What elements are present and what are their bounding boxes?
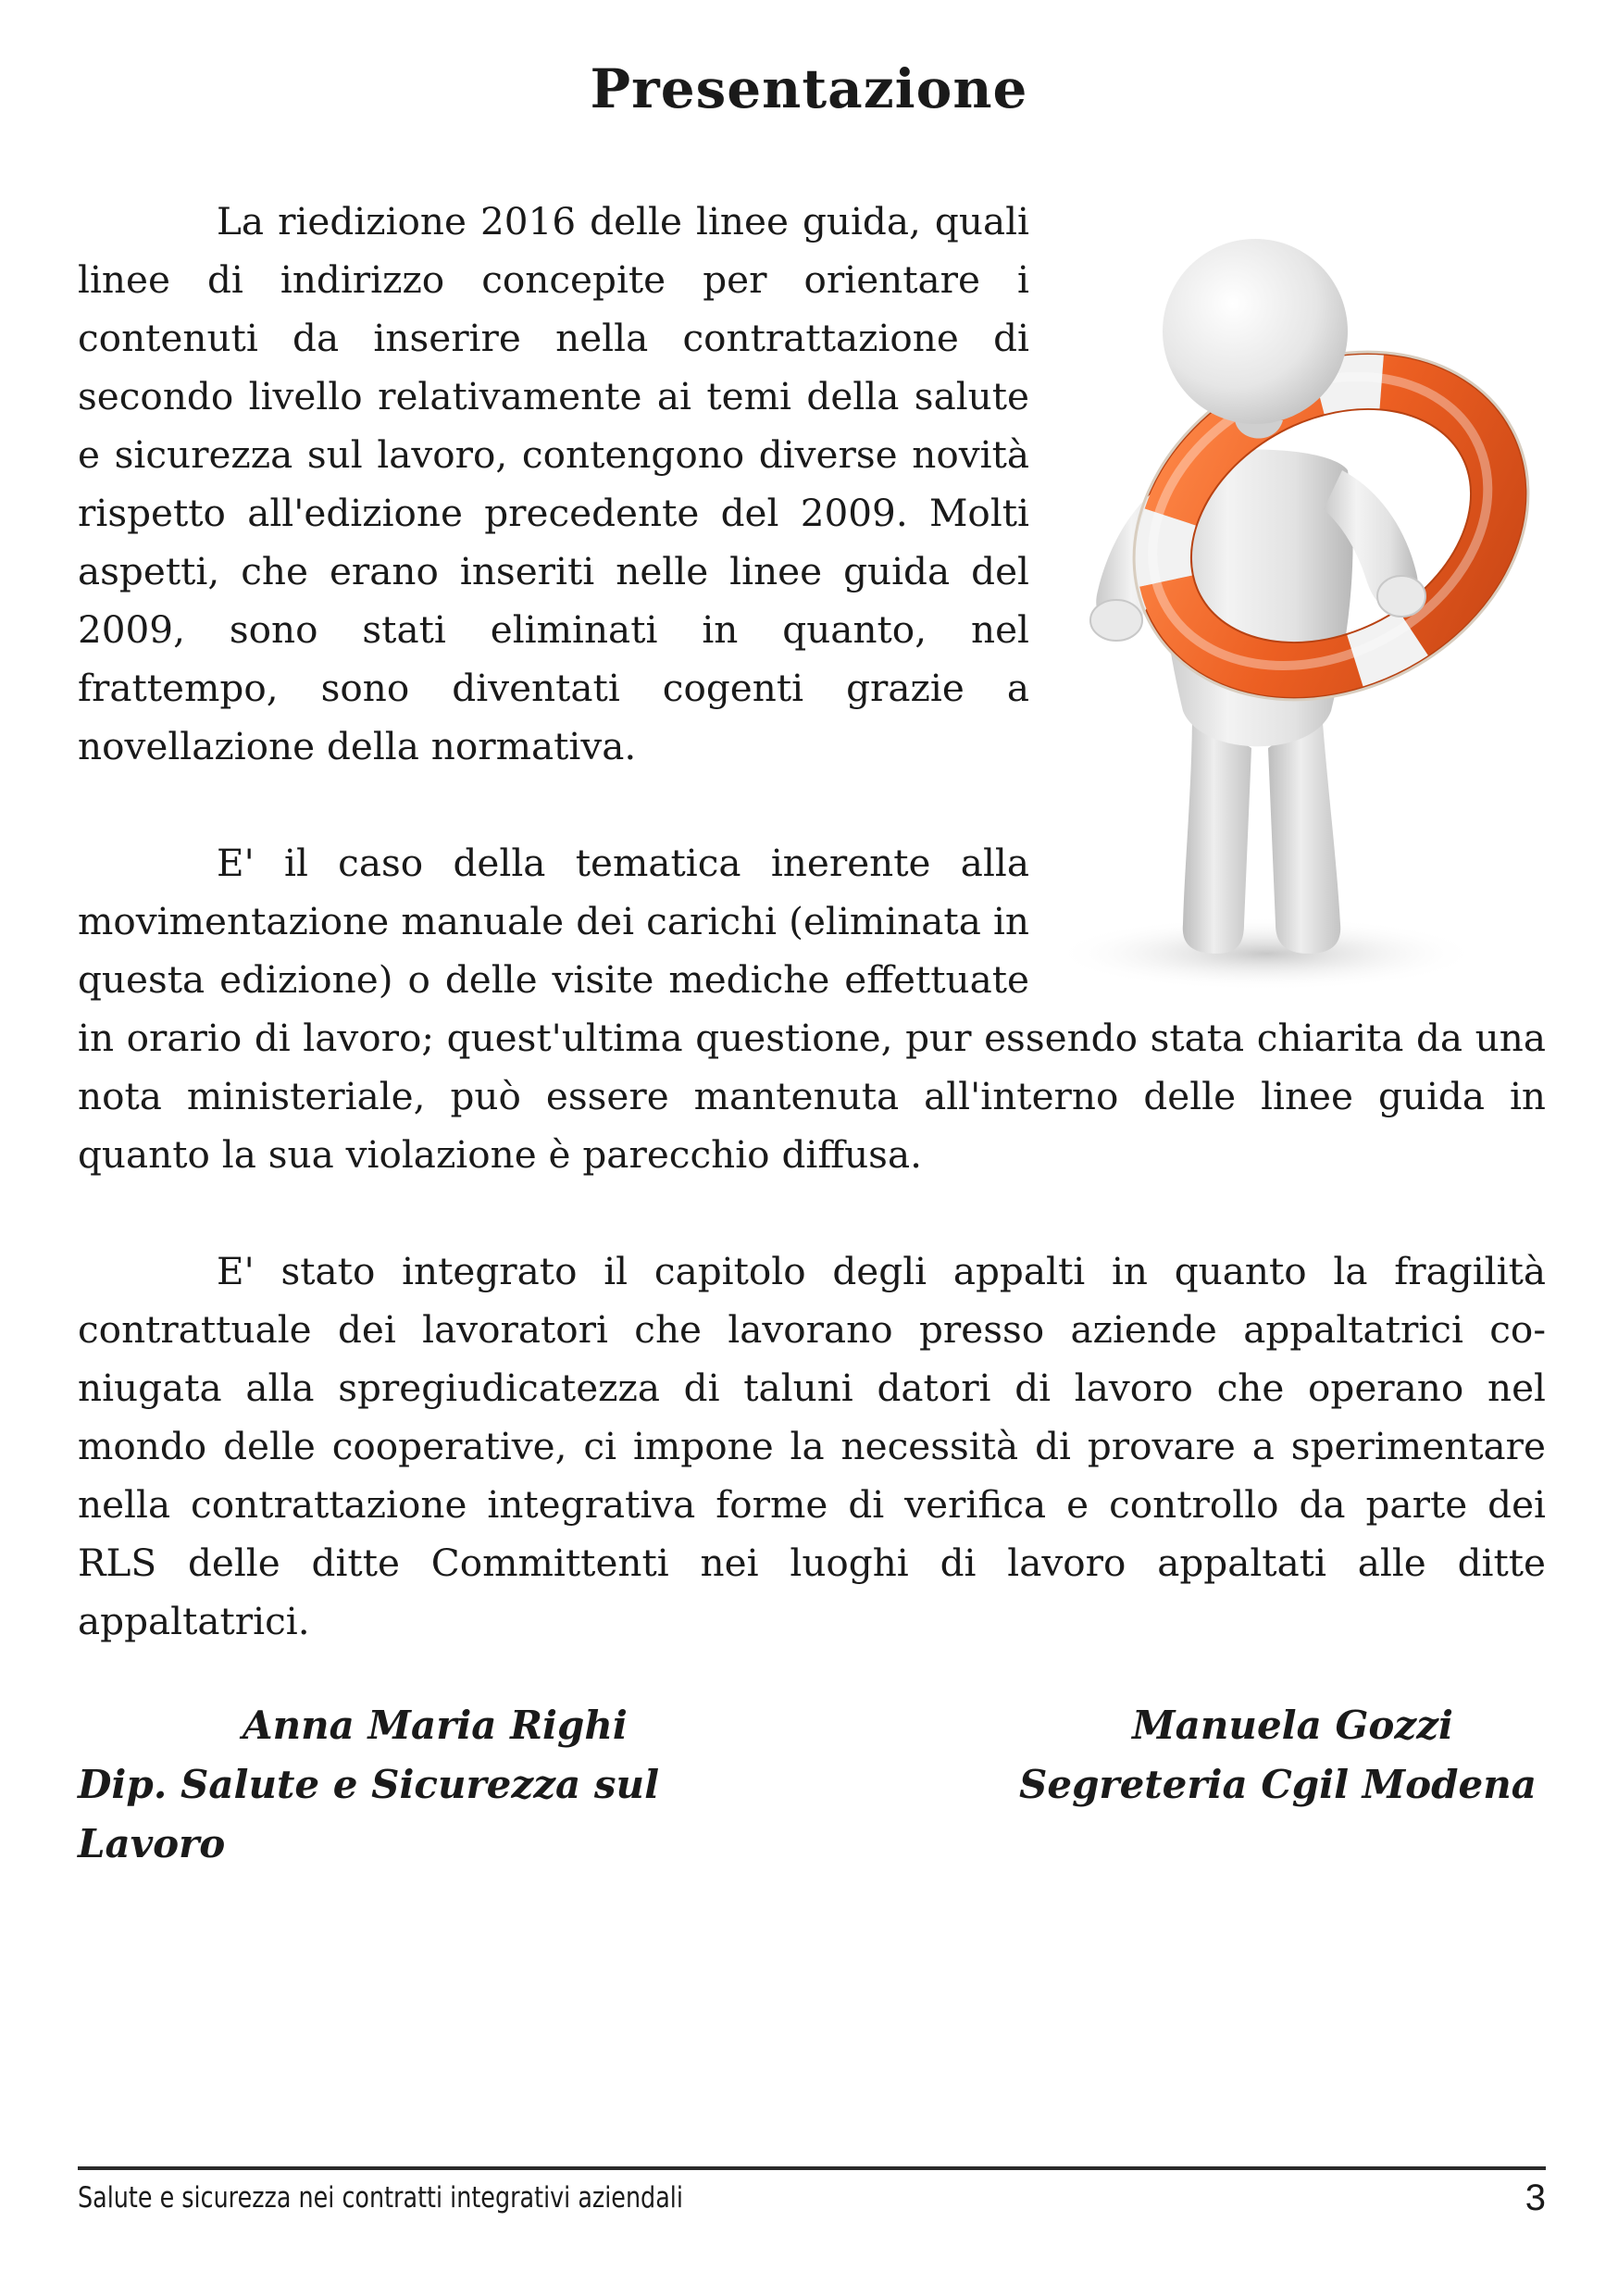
signature-right (981, 1696, 1537, 1815)
person-with-lifebuoy-icon (1053, 193, 1546, 1007)
signature-right-role: Segreteria Cgil Modena (1019, 1762, 1537, 1807)
page-number: 3 (1525, 2177, 1546, 2218)
paragraph-2: E' il caso della tematica inerente alla movimentazione manuale dei carichi (eliminata in questa edizione) o delle visite mediche effettuate in orario di lavoro; quest'ultima questione, pur essendo stata chiarita da una nota ministeriale, può essere mantenuta all'interno delle linee guida in quanto la sua violazione è parecchio diffusa. (78, 841, 1546, 1177)
paragraph-1: La riedizione 2016 delle linee guida, quali linee di indirizzo concepite per orientare i contenuti da inserire nella contrattazione di secondo livello relativamente ai temi della salute e sicurezza sul lavoro, contengono diverse novità rispetto all'edizione precedente del 2009. Molti aspetti, che erano inseriti nelle linee guida del 2009, sono stati eliminati in quanto, nel frattempo, sono diventati cogenti grazie a novellazione della normativa. (78, 199, 1029, 768)
paragraph-3: E' stato integrato il capitolo degli appalti in quanto la fragilità contrattuale dei lavoratori che lavorano presso aziende appaltatrici coniugata alla spregiudicatezza di taluni datori di lavoro che operano nel mondo delle cooperative, ci impone la necessità di provare a sperimentare nella contrattazione integrativa forme di verifica e controllo da parte dei RLS delle ditte Committenti nei luoghi di lavoro appaltati alle ditte appaltatrici. (78, 1249, 1546, 1643)
signature-right-name: Manuela Gozzi (1132, 1703, 1453, 1748)
signature-left-name: Anna Maria Righi (243, 1703, 628, 1748)
footer-divider (78, 2166, 1546, 2170)
signature-left-role: Dip. Salute e Sicurezza sul Lavoro (78, 1762, 660, 1866)
page-title: Presentazione (590, 57, 1028, 120)
body-text (78, 193, 1546, 1651)
signature-left (78, 1696, 818, 1874)
footer-title: Salute e sicurezza nei contratti integrativi aziendali (78, 2181, 683, 2215)
